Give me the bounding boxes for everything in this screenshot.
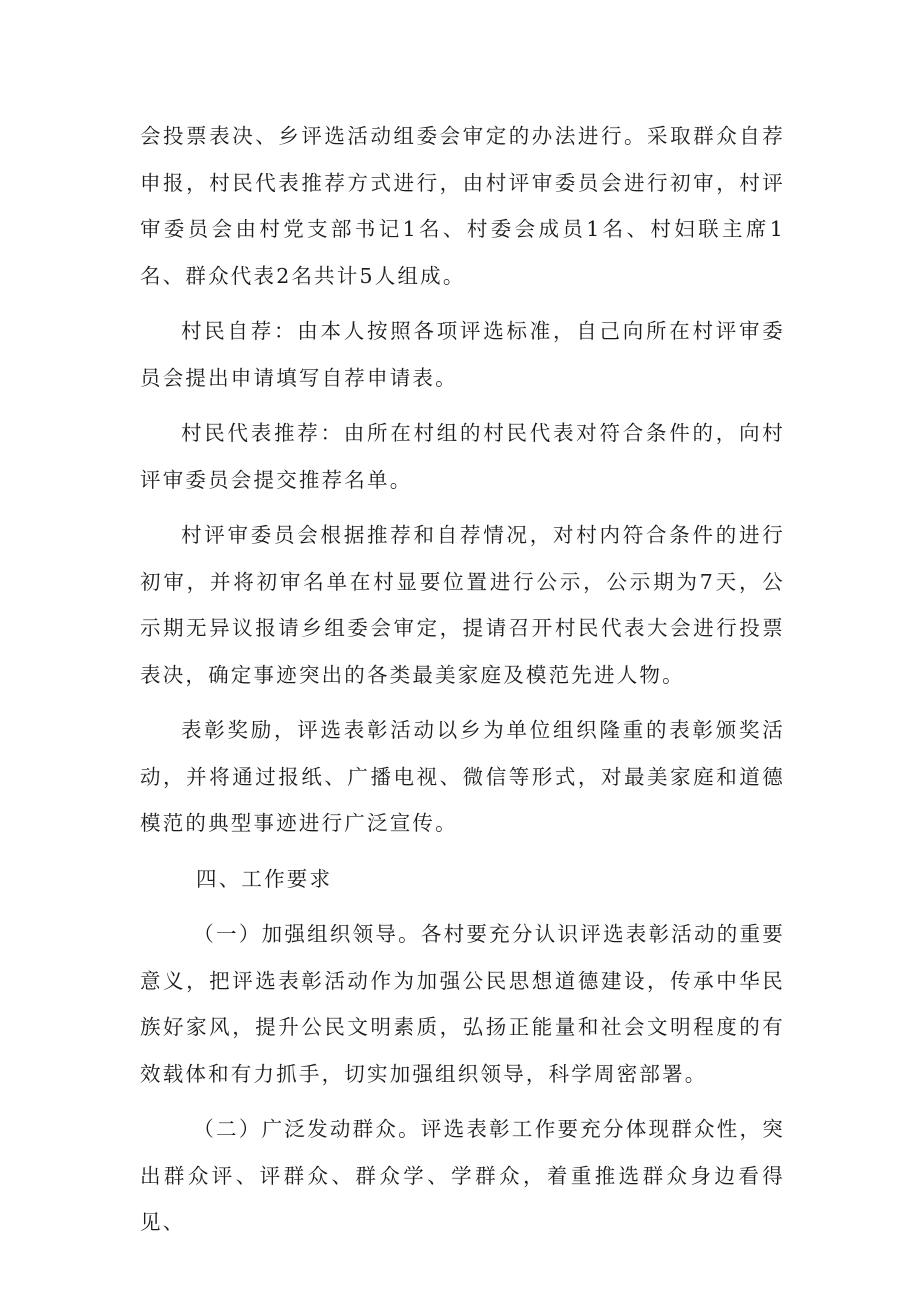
- paragraph-awards: 表彰奖励，评选表彰活动以乡为单位组织隆重的表彰颁奖活动，并将通过报纸、广播电视、微信等形式，对最美家庭和道德模范的典型事迹进行广泛宣传。: [140, 718, 785, 835]
- paragraph-preliminary-review: 村评审委员会根据推荐和自荐情况，对村内符合条件的进行初审，并将初审名单在村显要位置进行公示，公示期为7天，公示期无异议报请乡组委会审定，提请召开村民代表大会进行投票表决，确定事迹突出的各类最美家庭及模范先进人物。: [140, 523, 785, 687]
- paragraph-strengthen-leadership: （一）加强组织领导。各村要充分认识评选表彰活动的重要意义，把评选表彰活动作为加强公民思想道德建设，传承中华民族好家风，提升公民文明素质，弘扬正能量和社会文明程度的有效载体和有力抓手，切实加强组织领导，科学周密部署。: [140, 922, 785, 1086]
- paragraph-self-recommend: 村民自荐：由本人按照各项评选标准，自己向所在村评审委员会提出申请填写自荐申请表。: [140, 319, 785, 390]
- paragraph-mobilize-masses: （二）广泛发动群众。评选表彰工作要充分体现群众性，突出群众评、评群众、群众学、学群众，着重推选群众身边看得见、: [140, 1117, 785, 1234]
- document-body: [140, 113, 785, 1246]
- paragraph-voting-method: 会投票表决、乡评选活动组委会审定的办法进行。采取群众自荐申报，村民代表推荐方式进行，由村评审委员会进行初审，村评审委员会由村党支部书记1名、村委会成员1名、村妇联主席1名、群众代表2名共计5人组成。: [140, 124, 785, 288]
- section-heading-work-requirements: 四、工作要求: [196, 866, 333, 891]
- paragraph-representative-recommend: 村民代表推荐：由所在村组的村民代表对符合条件的，向村评审委员会提交推荐名单。: [140, 421, 785, 492]
